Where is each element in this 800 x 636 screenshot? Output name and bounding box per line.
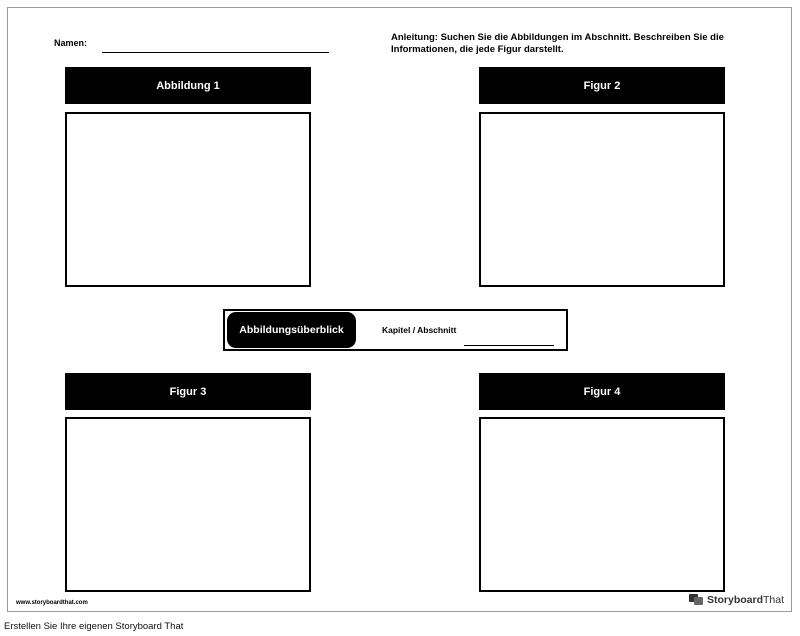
figure-overview-title: Abbildungsüberblick [227, 312, 356, 348]
worksheet [7, 7, 792, 612]
name-line [102, 52, 329, 53]
chapter-section-line [464, 345, 554, 346]
figure-2-box[interactable] [479, 112, 725, 287]
logo-text [707, 594, 784, 606]
storyboard-logo-icon [689, 594, 704, 606]
footer-caption: Erstellen Sie Ihre eigenen Storyboard That [4, 621, 184, 632]
instructions-text: Anleitung: Suchen Sie die Abbildungen im Abschnitt. Beschreiben Sie die Informationen, die jede Figur darstellt. [391, 32, 724, 55]
figure-2-header: Figur 2 [479, 67, 725, 104]
figure-3-header: Figur 3 [65, 373, 311, 410]
chapter-section-label: Kapitel / Abschnitt [382, 325, 457, 335]
storyboardthat-logo [689, 594, 784, 606]
name-label: Namen: [54, 38, 88, 48]
logo-text-strong: Storyboard [707, 594, 764, 606]
figure-4-header: Figur 4 [479, 373, 725, 410]
figure-1-header: Abbildung 1 [65, 67, 311, 104]
figure-overview-bar [223, 309, 568, 351]
figure-4-box[interactable] [479, 417, 725, 592]
figure-3-box[interactable] [65, 417, 311, 592]
figure-1-box[interactable] [65, 112, 311, 287]
site-url: www.storyboardthat.com [16, 600, 88, 606]
logo-text-light: That [763, 594, 785, 606]
